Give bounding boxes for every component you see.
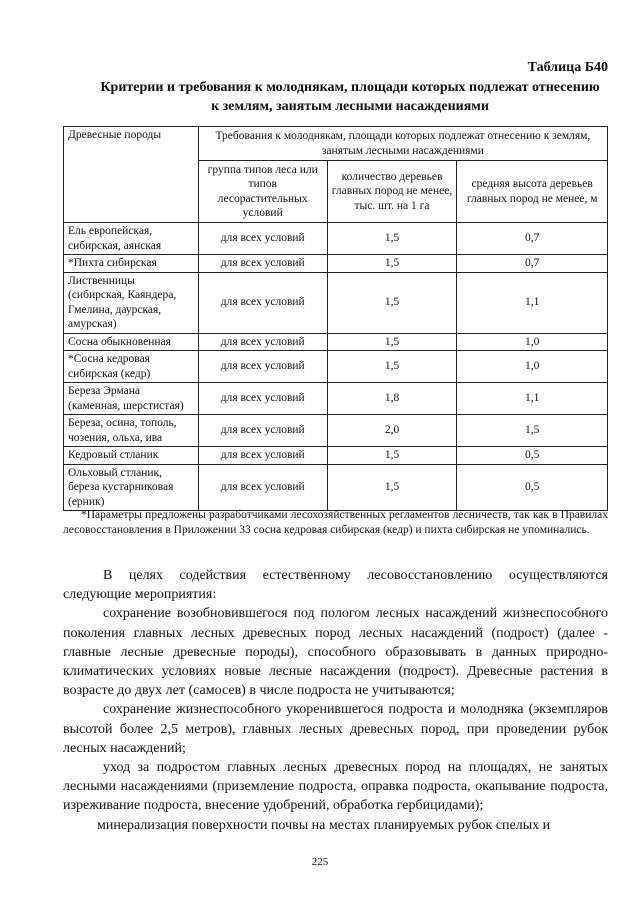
group-cell: для всех условий: [198, 351, 327, 383]
count-cell: 1,5: [327, 464, 457, 511]
paragraph: минерализация поверхности почвы на местах планируемых рубок спелых и: [97, 817, 551, 833]
species-cell: Береза Эрмана (каменная, шерстистая): [64, 383, 199, 415]
header-species: Древесные породы: [64, 127, 199, 223]
group-cell: для всех условий: [198, 447, 327, 465]
species-cell: Ольховый стланик, береза кустарниковая (ерник): [64, 464, 199, 511]
height-cell: 0,5: [457, 464, 608, 511]
table-footnote: *Параметры предложены разработчиками лесохозяйственных регламентов лесничеств, так как в Правилах лесовосстановления в Приложении 33 сосна кедровая сибирская (кедр) и пихта сибирская не упоминались.: [63, 509, 608, 536]
group-cell: для всех условий: [198, 383, 327, 415]
group-cell: для всех условий: [198, 415, 327, 447]
height-cell: 1,5: [457, 415, 608, 447]
table-title: Критерии и требования к молоднякам, площади которых подлежат отнесению к землям, занятым лесными насаждениями: [100, 80, 600, 114]
group-cell: для всех условий: [198, 272, 327, 333]
group-cell: для всех условий: [198, 255, 327, 273]
height-cell: 0,7: [457, 255, 608, 273]
count-cell: 1,5: [327, 333, 457, 351]
species-cell: Кедровый стланик: [64, 447, 199, 465]
species-cell: Береза, осина, тополь, чозения, ольха, ива: [64, 415, 199, 447]
height-cell: 0,5: [457, 447, 608, 465]
height-cell: 1,0: [457, 333, 608, 351]
count-cell: 1,5: [327, 223, 457, 255]
species-cell: Ель европейская, сибирская, аянская: [64, 223, 199, 255]
height-cell: 1,1: [457, 383, 608, 415]
group-cell: для всех условий: [198, 464, 327, 511]
header-requirements: Требования к молоднякам, площади которых подлежат отнесению к землям, занятым лесными насаждениями: [198, 127, 607, 161]
count-cell: 1,5: [327, 272, 457, 333]
count-cell: 1,5: [327, 255, 457, 273]
height-cell: 1,1: [457, 272, 608, 333]
table-row: [64, 464, 608, 511]
species-cell: *Сосна кедровая сибирская (кедр): [64, 351, 199, 383]
table-row: [64, 333, 608, 351]
group-cell: для всех условий: [198, 223, 327, 255]
table-row: [64, 383, 608, 415]
count-cell: 1,8: [327, 383, 457, 415]
height-cell: 0,7: [457, 223, 608, 255]
paragraph: сохранение жизнеспособного укоренившегося подроста и молодняка (экземпляров высотой более 2,5 метров), главных лесных древесных пород, при проведении рубок лесных насаждений;: [63, 702, 608, 756]
paragraph: сохранение возобновившегося под пологом лесных насаждений жизнеспособного поколения главных лесных древесных пород лесных насаждений (подрост) (далее - главные лесные древесные породы), способного образовывать в данных природно-климатических условиях новые лесные насаждения (подрост). Древесные растения в возрасте до двух лет (самосев) в числе подроста не учитываются;: [63, 606, 608, 699]
criteria-table: [63, 126, 608, 511]
body-text: [63, 566, 608, 835]
table-label: Таблица Б40: [527, 60, 608, 75]
paragraph: уход за подростом главных лесных древесных пород на площадях, не занятых лесными насаждениями (приземление подроста, оправка подроста, окапывание подроста, изреживание подроста, внесение удобрений, обработка гербицидами);: [63, 760, 608, 814]
table-row: [64, 351, 608, 383]
table-row: [64, 223, 608, 255]
species-cell: Сосна обыкновенная: [64, 333, 199, 351]
count-cell: 2,0: [327, 415, 457, 447]
species-cell: Лиственницы (сибирская, Каяндера, Гмелина, даурская, амурская): [64, 272, 199, 333]
paragraph: В целях содействия естественному лесовосстановлению осуществляются следующие мероприятия:: [63, 568, 608, 603]
count-cell: 1,5: [327, 447, 457, 465]
group-cell: для всех условий: [198, 333, 327, 351]
subheader-mean-height: средняя высота деревьев главных пород не менее, м: [457, 161, 608, 223]
page-number: 225: [311, 856, 329, 868]
subheader-forest-type: группа типов леса или типов лесорастительных условий: [198, 161, 327, 223]
subheader-tree-count: количество деревьев главных пород не менее, тыс. шт. на 1 га: [327, 161, 457, 223]
species-cell: *Пихта сибирская: [64, 255, 199, 273]
table-row: [64, 415, 608, 447]
count-cell: 1,5: [327, 351, 457, 383]
table-row: [64, 272, 608, 333]
table-row: [64, 255, 608, 273]
height-cell: 1,0: [457, 351, 608, 383]
table-row: [64, 447, 608, 465]
